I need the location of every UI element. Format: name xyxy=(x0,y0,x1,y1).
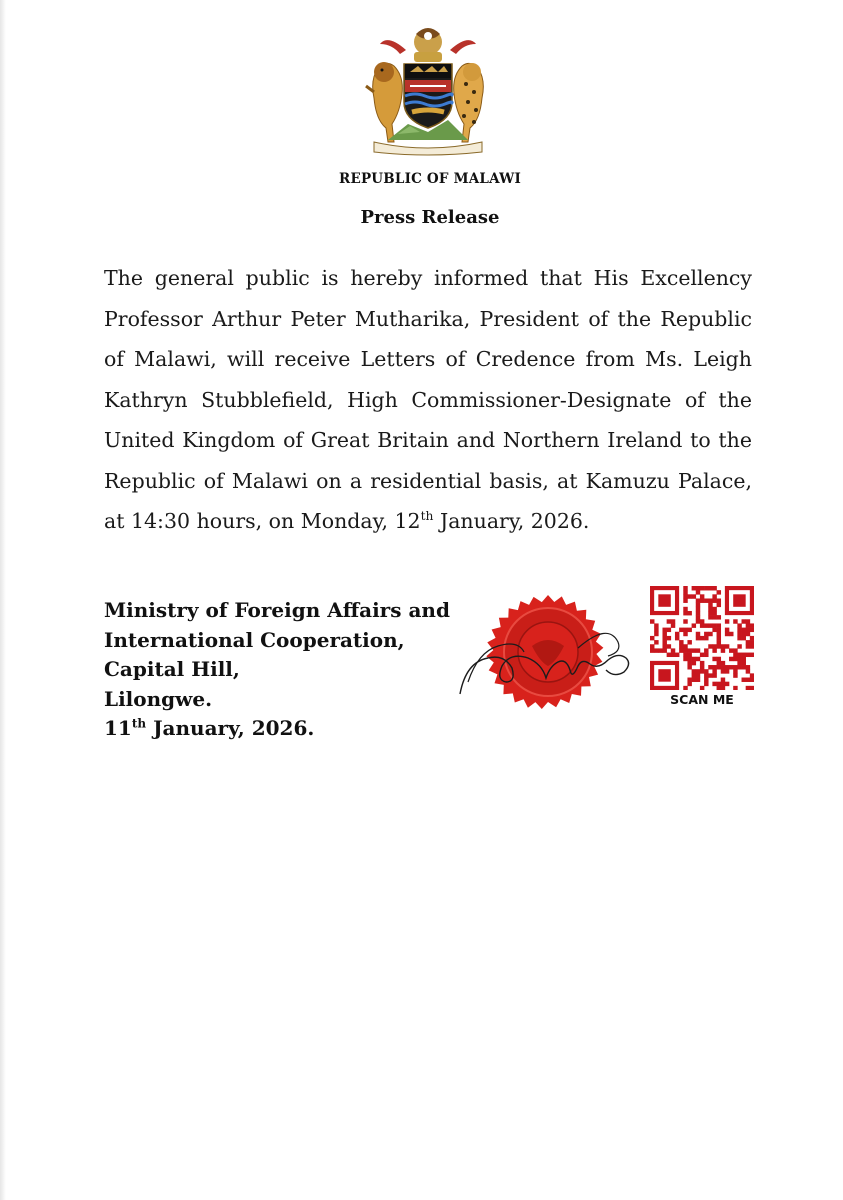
issuer-line-1: Ministry of Foreign Affairs and xyxy=(104,598,450,622)
issuer-line-2: International Cooperation, xyxy=(104,627,405,652)
body-text-main: The general public is hereby informed that His Excellency Professor Arthur Peter Mutharika, President of the Republic of Malawi, will receive Letters of Credence from Ms. Leigh Kathryn Stubblefield, High Commissioner-Designate of the United Kingdom of Great Britain and Northern Ireland to the Republic of Malawi on a residential basis, at Kamuzu Palace, at 14:30 hours, on Monday, 12 xyxy=(104,266,752,533)
document-type-heading: Press Release xyxy=(360,207,500,228)
body-date-suffix: th xyxy=(420,509,434,524)
coat-of-arms-icon xyxy=(358,20,498,156)
issuer-line-4: Lilongwe. xyxy=(104,686,213,711)
qr-scan-label: SCAN ME xyxy=(670,692,734,707)
body-text-end: January, 2026. xyxy=(433,509,590,533)
press-release-body xyxy=(104,258,752,542)
issue-date-suffix: th xyxy=(131,716,147,731)
issue-date-rest: January, 2026. xyxy=(146,716,315,740)
issuer-block xyxy=(104,596,504,744)
issue-date xyxy=(104,714,504,744)
issuer-line-3: Capital Hill, xyxy=(104,657,240,681)
official-red-seal-icon xyxy=(458,582,658,742)
issue-date-day: 11 xyxy=(104,716,132,740)
republic-title: REPUBLIC OF MALAWI xyxy=(339,171,521,187)
